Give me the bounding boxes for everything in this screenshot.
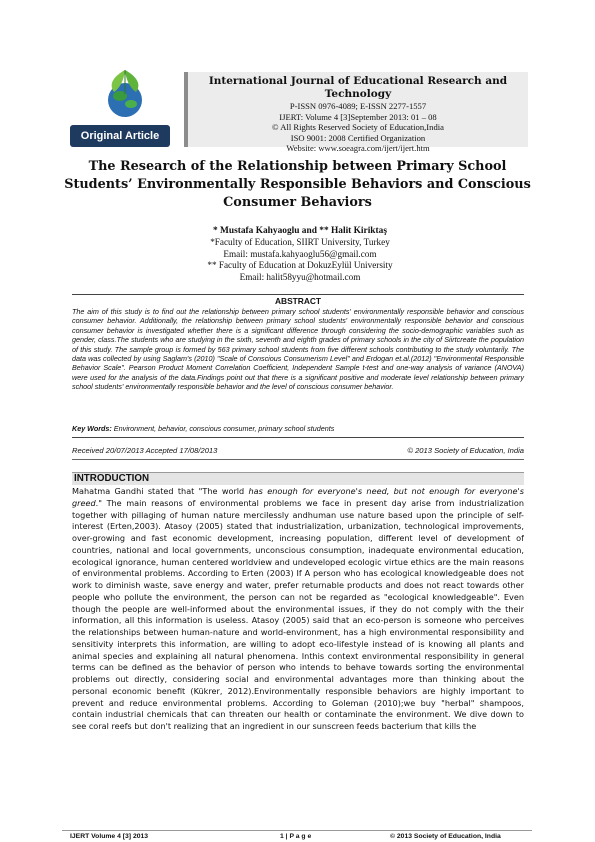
copyright-notice: © 2013 Society of Education, India [407, 446, 524, 455]
intro-rest: ." The main reasons of environmental problems we face in present day arise from industrialization together with pillaging of human nature mercilessly andhuman use nature based upon the principle of self-interest (Erten,2003). Atasoy (2005) stated that industrialization, urbanization, technological improvements, over-growing and fast economic development, increasing population, different level of development of countries, national and local governments, unconscious consumption, inadequate environmental education, ecological ignorance, human centered worldview and undeveloped ecologic virtue ethics are the main reasons of environmental problems. According to Erten (2003) If A person who has ecological knowledgeable does not work to diminish waste, save energy and water, prefer returnable products and does not react towards other people who pollute the environment, the person can not be regarded as "ecological knowledgeable". Even though the people are well-informed about the environmental issues, if they do not comply with the their information, all this information is useless. Atasoy (2005) said that an eco-person is someone who perceives the relationships between human-nature and world-environment, has a high environmental responsibility and sensitivity interprets this information, are willing to adopt eco-lifestyle instead of is knowing all plants and animal species and explaining all natural phenomena. Inthis context environmental responsibility in general terms can be defined as the behavior of person who intends to behave towards sorting the environmental problems out directly, considering social and environmental advantages more than thinking about the personal economic benefit (Kükrer, 2012).Environmentally responsible behaviors are highly important to prevent and reduce environmental problems. According to Goleman (2010);we buy "herbal" shampoos, contain industrial chemicals that can threaten our health or contaminate the environment. We dive down to see coral reefs but don't realizing that an ingredient in our sunscreen feeds bacterium that kills the [72, 497, 524, 731]
keywords [72, 424, 524, 433]
footer-page-number: 1 | P a g e [280, 833, 312, 840]
dates-rule [72, 459, 524, 460]
keywords-values: Environment, behavior, conscious consumer, primary school students [111, 424, 335, 433]
abstract-bottom-rule [72, 437, 524, 438]
email-2[interactable]: Email: halit58yyu@hotmail.com [239, 271, 361, 282]
email-1[interactable]: Email: mustafa.kahyaoglu56@gmail.com [223, 248, 377, 259]
volume-line: IJERT: Volume 4 [3]September 2013: 01 – 08 [279, 111, 437, 122]
page-footer [70, 833, 530, 840]
paper-title [60, 158, 535, 212]
author-names: * Mustafa Kahyaoglu and ** Halit Kiriktaş [213, 226, 387, 236]
website-link[interactable]: Website: www.soeagra.com/ijert/ijert.htm [286, 143, 430, 154]
intro-body [72, 486, 524, 823]
gandhi-quote: has enough for everyone's need, but not enough for everyone's greed [72, 486, 524, 508]
affiliation-2: ** Faculty of Education at DokuzEylül University [207, 260, 393, 271]
abstract-text: The aim of this study is to find out the relationship between primary school students' environmentally responsible behavior and conscious consumer behavior. Additionally, the relationship between primary school students' environmentally responsible behavior and conscious consumer behavior is investigated whether there is a significant difference through considering the socio-demographic variables such as gender, class.The students who are studying in the sixth, seventh and eighth grades of primary schools in the city of Siirtcreate the population of this study. The sample group is formed by 563 primary school students from five different schools contributing to the study voluntarily. The data was collected by using Saglam's (2010) "Scale of Conscious Consumerism Level" and Erdogan et.al.(2012) "Environmental Responsible Behavior Scale". Pearson Product Moment Correlation Coefficient, Independent Sample t-test and one-way analysis of variance (ANOVA) were used for the analysis of the data.Findings point out that there is a significant positive and moderate level relationship between primary school students' environmentally responsible behavior and the level of conscious consumer behavior. [72, 307, 524, 392]
footer-copyright: © 2013 Society of Education, India [390, 833, 501, 840]
issn-line: P-ISSN 0976-4089; E-ISSN 2277-1557 [289, 101, 427, 111]
intro-heading: INTRODUCTION [74, 473, 150, 484]
journal-title: International Journal of Educational Research and Technology [208, 75, 508, 100]
author-block [150, 226, 450, 283]
title-line-3: Consumer Behaviors [223, 195, 372, 210]
journal-info-box [184, 72, 528, 154]
article-type-badge: Original Article [70, 125, 170, 147]
title-line-2: Students’ Environmentally Responsible Behaviors and Conscious [64, 177, 531, 192]
abstract-top-rule [72, 294, 524, 295]
footer-rule [62, 830, 532, 831]
title-line-1: The Research of the Relationship between Primary School [88, 159, 507, 174]
keywords-label: Key Words: [72, 424, 112, 433]
footer-journal: IJERT Volume 4 [3] 2013 [70, 833, 149, 840]
intro-start: Mahatma Gandhi stated that "The world [72, 486, 249, 496]
submission-dates [72, 446, 524, 455]
received-accepted: Received 20/07/2013 Accepted 17/08/2013 [72, 446, 218, 455]
affiliation-1: *Faculty of Education, SIIRT University, Turkey [210, 237, 390, 247]
iso-line: ISO 9001: 2008 Certified Organization [290, 132, 426, 143]
abstract-heading: ABSTRACT [274, 296, 322, 306]
journal-logo-icon [96, 66, 154, 124]
rights-line: © All Rights Reserved Society of Education,India [272, 122, 444, 133]
